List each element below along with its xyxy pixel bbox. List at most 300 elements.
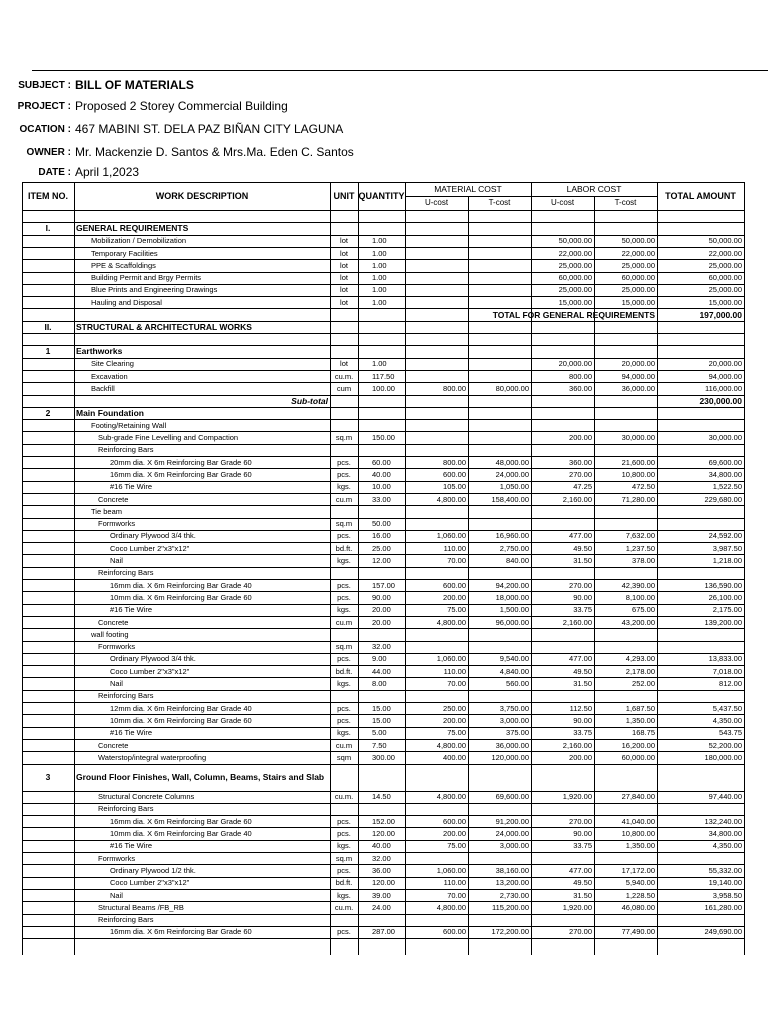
work-description: 16mm dia. X 6m Reinforcing Bar Grade 40	[110, 580, 252, 590]
quantity-cell: 44.00	[372, 666, 391, 676]
total-amount-cell: 116,000.00	[705, 383, 742, 393]
total-amount-cell: 97,440.00	[708, 792, 742, 802]
quantity-cell: 8.00	[372, 679, 387, 689]
labor-ucost-cell: 90.00	[573, 715, 592, 725]
labor-ucost-cell: 31.50	[573, 679, 592, 689]
unit-cell: cu.m.	[334, 371, 354, 381]
unit-cell: pcs.	[337, 580, 351, 590]
unit-cell: sqm	[336, 752, 352, 762]
labor-ucost-cell: 25,000.00	[558, 285, 592, 295]
total-amount-cell: 161,280.00	[704, 902, 742, 912]
material-ucost-cell	[405, 235, 468, 247]
work-description: 20mm dia. X 6m Reinforcing Bar Grade 60	[110, 457, 252, 467]
labor-ucost-cell: 33.75	[573, 605, 592, 615]
material-tcost-cell: 80,000.00	[495, 383, 529, 393]
unit-cell: pcs.	[337, 592, 351, 602]
material-tcost-cell: 96,000.00	[495, 617, 529, 627]
table-row	[0, 296, 768, 308]
material-ucost-cell	[405, 272, 468, 284]
material-tcost-cell	[468, 358, 531, 370]
material-ucost-cell	[405, 803, 468, 815]
labor-tcost-cell: 378.00	[632, 556, 655, 566]
labor-ucost-cell: 270.00	[569, 580, 592, 590]
total-amount-cell: 34,800.00	[708, 469, 742, 479]
material-ucost-cell: 4,800.00	[436, 902, 466, 912]
table-row	[0, 518, 768, 530]
unit-cell: pcs.	[337, 531, 351, 541]
header-labor-cost: LABOR COST	[566, 184, 622, 194]
labor-tcost-cell: 46,080.00	[621, 902, 655, 912]
table-row	[0, 764, 768, 791]
labor-ucost-cell: 33.75	[573, 728, 592, 738]
material-ucost-cell	[405, 444, 468, 456]
labor-tcost-cell: 1,237.50	[625, 543, 655, 553]
labor-ucost-cell: 90.00	[573, 829, 592, 839]
unit-cell: kgs.	[337, 482, 351, 492]
total-amount-cell	[657, 505, 744, 517]
unit-cell: kgs.	[337, 728, 351, 738]
total-amount-cell: 13,833.00	[708, 654, 742, 664]
unit-cell: lot	[340, 285, 348, 295]
material-ucost-cell: 4,800.00	[436, 494, 466, 504]
material-ucost-cell: 70.00	[447, 679, 466, 689]
material-tcost-cell: 120,000.00	[491, 752, 529, 762]
quantity-cell: 1.00	[372, 236, 387, 246]
labor-tcost-cell: 50,000.00	[621, 236, 655, 246]
item-number: II.	[44, 321, 52, 332]
item-number: 2	[45, 407, 51, 418]
header-item-no: ITEM NO.	[28, 191, 68, 201]
material-tcost-cell: 2,730.00	[499, 890, 529, 900]
unit-cell	[330, 803, 358, 815]
work-description: 10mm dia. X 6m Reinforcing Bar Grade 60	[110, 592, 252, 602]
material-ucost-cell	[405, 259, 468, 271]
work-description: Nail	[110, 890, 123, 900]
table-row	[0, 815, 768, 827]
table-row	[0, 407, 768, 419]
quantity-cell: 100.00	[372, 383, 395, 393]
material-tcost-cell: 91,200.00	[495, 816, 529, 826]
work-description: Ordinary Plywood 3/4 thk.	[110, 654, 196, 664]
total-amount-cell: 180,000.00	[704, 752, 742, 762]
material-tcost-cell	[468, 690, 531, 702]
quantity-cell: 1.00	[372, 359, 387, 369]
table-row	[0, 690, 768, 702]
labor-tcost-cell: 94,000.00	[621, 371, 655, 381]
total-amount-cell: 229,680.00	[704, 494, 742, 504]
material-ucost-cell	[405, 419, 468, 431]
material-tcost-cell	[468, 419, 531, 431]
table-row	[0, 395, 768, 407]
labor-ucost-cell: 270.00	[569, 816, 592, 826]
material-tcost-cell: 3,000.00	[499, 841, 529, 851]
labor-tcost-cell	[594, 628, 657, 640]
labor-ucost-cell: 477.00	[569, 654, 592, 664]
material-ucost-cell	[405, 852, 468, 864]
row-rule	[22, 938, 744, 939]
unit-cell: pcs.	[337, 469, 351, 479]
quantity-cell: 150.00	[372, 433, 395, 443]
labor-tcost-cell	[594, 641, 657, 653]
total-amount-cell: 249,690.00	[704, 927, 742, 937]
material-ucost-cell: 200.00	[443, 592, 466, 602]
work-description: Ordinary Plywood 3/4 thk.	[110, 531, 196, 541]
labor-ucost-cell: 1,920.00	[562, 792, 592, 802]
material-ucost-cell: 1,060.00	[436, 865, 466, 875]
table-row	[0, 308, 768, 320]
table-row	[0, 542, 768, 554]
section-title: Ground Floor Finishes, Wall, Column, Beams, Stairs and Slab	[76, 772, 325, 782]
work-description: 16mm dia. X 6m Reinforcing Bar Grade 60	[110, 816, 252, 826]
material-tcost-cell	[468, 284, 531, 296]
unit-cell: pcs.	[337, 865, 351, 875]
unit-cell	[330, 628, 358, 640]
labor-tcost-cell: 77,490.00	[621, 927, 655, 937]
labor-ucost-cell: 50,000.00	[558, 236, 592, 246]
table-row	[0, 877, 768, 889]
labor-tcost-cell: 25,000.00	[621, 285, 655, 295]
unit-cell: pcs.	[337, 927, 351, 937]
material-tcost-cell: 13,200.00	[495, 878, 529, 888]
work-description: 10mm dia. X 6m Reinforcing Bar Grade 40	[110, 829, 252, 839]
unit-cell: kgs.	[337, 605, 351, 615]
labor-ucost-cell: 477.00	[569, 865, 592, 875]
material-tcost-cell: 38,160.00	[495, 865, 529, 875]
material-ucost-cell: 600.00	[443, 580, 466, 590]
quantity-cell	[372, 803, 405, 815]
material-ucost-cell	[405, 914, 468, 926]
unit-cell: kgs.	[337, 556, 351, 566]
unit-cell: pcs.	[337, 703, 351, 713]
total-amount-cell: 132,240.00	[704, 816, 742, 826]
date-label: DATE :	[38, 167, 71, 178]
table-row	[0, 259, 768, 271]
quantity-cell: 287.00	[372, 927, 395, 937]
table-row	[0, 803, 768, 815]
labor-ucost-cell	[531, 628, 594, 640]
material-tcost-cell: 158,400.00	[491, 494, 529, 504]
unit-cell: sq.m	[335, 853, 353, 863]
labor-ucost-cell	[531, 690, 594, 702]
labor-tcost-cell: 10,800.00	[621, 469, 655, 479]
material-tcost-cell: 36,000.00	[495, 740, 529, 750]
material-tcost-cell: 1,500.00	[499, 605, 529, 615]
labor-ucost-cell: 360.00	[569, 383, 592, 393]
material-tcost-cell	[468, 296, 531, 308]
total-amount-cell: 812.00	[719, 679, 742, 689]
header-material-cost: MATERIAL COST	[434, 184, 502, 194]
table-row	[0, 889, 768, 901]
labor-ucost-cell: 200.00	[569, 752, 592, 762]
material-tcost-cell: 9,540.00	[499, 654, 529, 664]
quantity-cell: 10.00	[372, 482, 391, 492]
total-amount-cell: 4,350.00	[712, 841, 742, 851]
labor-ucost-cell: 1,920.00	[562, 902, 592, 912]
labor-ucost-cell: 112.50	[569, 703, 592, 713]
material-ucost-cell: 4,800.00	[436, 740, 466, 750]
material-tcost-cell: 3,000.00	[499, 715, 529, 725]
labor-ucost-cell: 270.00	[569, 927, 592, 937]
header-unit: UNIT	[333, 191, 355, 201]
work-description: Sub-grade Fine Levelling and Compaction	[98, 433, 239, 443]
unit-cell: cu.m	[335, 617, 353, 627]
table-row	[0, 591, 768, 603]
labor-ucost-cell: 22,000.00	[558, 248, 592, 258]
unit-cell: bd.ft.	[335, 666, 353, 676]
total-amount-cell: 3,958.50	[712, 890, 742, 900]
quantity-cell: 40.00	[372, 469, 391, 479]
header-labor-tcost: T-cost	[614, 198, 637, 207]
material-ucost-cell	[405, 284, 468, 296]
total-amount-cell: 25,000.00	[708, 260, 742, 270]
material-tcost-cell: 115,200.00	[492, 902, 529, 912]
table-row	[0, 358, 768, 370]
material-tcost-cell: 48,000.00	[495, 457, 529, 467]
quantity-cell: 50.00	[372, 519, 391, 529]
labor-ucost-cell: 31.50	[573, 556, 592, 566]
labor-tcost-cell	[594, 518, 657, 530]
table-row	[0, 852, 768, 864]
labor-tcost-cell: 25,000.00	[621, 260, 655, 270]
table-row	[0, 247, 768, 259]
unit-cell: kgs.	[337, 841, 351, 851]
labor-tcost-cell: 7,632.00	[625, 531, 655, 541]
date-value: April 1,2023	[75, 165, 140, 179]
total-amount-cell: 52,200.00	[708, 740, 742, 750]
quantity-cell: 1.00	[372, 297, 387, 307]
section-title: STRUCTURAL & ARCHITECTURAL WORKS	[76, 321, 252, 332]
work-description: Excavation	[91, 371, 128, 381]
labor-tcost-cell: 8,100.00	[625, 592, 655, 602]
work-description: Formworks	[98, 519, 136, 529]
table-row	[0, 827, 768, 839]
unit-cell: bd.ft.	[335, 543, 353, 553]
header-total-amount: TOTAL AMOUNT	[665, 191, 736, 201]
material-tcost-cell	[468, 518, 531, 530]
material-tcost-cell	[468, 247, 531, 259]
material-ucost-cell	[405, 567, 468, 579]
labor-ucost-cell	[531, 641, 594, 653]
work-description: Coco Lumber 2"x3"x12"	[110, 543, 190, 553]
work-description: Mobilization / Demobilization	[91, 236, 187, 246]
total-amount-cell	[657, 641, 744, 653]
labor-ucost-cell: 90.00	[573, 592, 592, 602]
quantity-cell: 32.00	[372, 853, 391, 863]
unit-cell: sq.m	[335, 433, 353, 443]
quantity-cell: 152.00	[372, 816, 395, 826]
labor-tcost-cell	[594, 852, 657, 864]
unit-cell: kgs.	[337, 679, 351, 689]
material-ucost-cell: 800.00	[443, 457, 466, 467]
material-tcost-cell: 3,750.00	[499, 703, 529, 713]
material-ucost-cell: 1,060.00	[436, 531, 466, 541]
table-row	[0, 370, 768, 382]
table-row	[0, 444, 768, 456]
material-tcost-cell	[468, 235, 531, 247]
table-row	[0, 641, 768, 653]
total-value: 197,000.00	[699, 309, 742, 320]
quantity-cell: 15.00	[372, 715, 391, 725]
work-description: Concrete	[98, 740, 129, 750]
quantity-cell: 39.00	[372, 890, 391, 900]
quantity-cell	[372, 567, 405, 579]
work-description: Blue Prints and Engineering Drawings	[91, 285, 218, 295]
quantity-cell: 36.00	[372, 865, 391, 875]
material-ucost-cell: 110.00	[443, 878, 466, 888]
work-description: #16 Tie Wire	[110, 482, 153, 492]
work-description: Concrete	[98, 494, 129, 504]
labor-ucost-cell: 2,160.00	[562, 740, 592, 750]
total-amount-cell: 19,140.00	[708, 878, 742, 888]
total-amount-cell	[657, 803, 744, 815]
item-number: I.	[45, 223, 51, 234]
total-amount-cell: 4,350.00	[712, 715, 742, 725]
labor-tcost-cell	[594, 444, 657, 456]
table-row	[0, 791, 768, 803]
table-row	[0, 554, 768, 566]
quantity-cell: 157.00	[372, 580, 395, 590]
table-row	[0, 628, 768, 640]
unit-cell: cu.m	[335, 494, 353, 504]
material-ucost-cell	[405, 431, 468, 443]
labor-ucost-cell	[531, 505, 594, 517]
quantity-cell	[372, 628, 405, 640]
labor-tcost-cell: 252.00	[632, 679, 655, 689]
quantity-cell: 16.00	[372, 531, 391, 541]
work-description: Tie beam	[91, 506, 122, 516]
material-tcost-cell	[468, 431, 531, 443]
unit-cell: pcs.	[337, 715, 351, 725]
total-amount-cell: 5,437.50	[712, 703, 742, 713]
material-tcost-cell: 16,960.00	[495, 531, 529, 541]
total-amount-cell: 139,200.00	[704, 617, 742, 627]
labor-tcost-cell: 10,800.00	[621, 829, 655, 839]
material-tcost-cell: 1,050.00	[499, 482, 529, 492]
work-description: Structural Beams /FB_RB	[98, 902, 184, 912]
material-tcost-cell	[468, 914, 531, 926]
material-ucost-cell: 75.00	[447, 841, 466, 851]
top-rule	[32, 70, 768, 71]
table-row	[0, 702, 768, 714]
material-ucost-cell	[405, 358, 468, 370]
quantity-cell: 40.00	[372, 841, 391, 851]
work-description: Nail	[110, 679, 123, 689]
material-ucost-cell: 105.00	[443, 482, 466, 492]
quantity-cell: 60.00	[372, 457, 391, 467]
owner-value: Mr. Mackenzie D. Santos & Mrs.Ma. Eden C. Santos	[75, 145, 354, 159]
table-row	[0, 481, 768, 493]
subtotal-value: 230,000.00	[699, 395, 742, 406]
work-description: Nail	[110, 556, 123, 566]
quantity-cell: 1.00	[372, 248, 387, 258]
work-description: 10mm dia. X 6m Reinforcing Bar Grade 60	[110, 715, 252, 725]
owner-label: OWNER :	[26, 147, 71, 158]
work-description: #16 Tie Wire	[110, 841, 153, 851]
quantity-cell: 120.00	[372, 829, 395, 839]
material-tcost-cell	[468, 628, 531, 640]
unit-cell	[330, 567, 358, 579]
total-amount-cell: 50,000.00	[708, 236, 742, 246]
section-title: GENERAL REQUIREMENTS	[76, 223, 189, 234]
material-tcost-cell: 560.00	[506, 679, 529, 689]
table-row	[0, 864, 768, 876]
quantity-cell: 32.00	[372, 642, 391, 652]
table-row	[0, 431, 768, 443]
labor-tcost-cell	[594, 505, 657, 517]
labor-ucost-cell: 33.75	[573, 841, 592, 851]
labor-ucost-cell: 60,000.00	[558, 273, 592, 283]
header-work-description: WORK DESCRIPTION	[155, 191, 249, 201]
labor-ucost-cell: 360.00	[569, 457, 592, 467]
labor-tcost-cell	[594, 914, 657, 926]
material-tcost-cell	[468, 852, 531, 864]
labor-tcost-cell: 30,000.00	[621, 433, 655, 443]
work-description: Temporary Facilities	[91, 248, 158, 258]
labor-ucost-cell: 49.50	[573, 666, 592, 676]
table-row	[0, 901, 768, 913]
quantity-cell	[372, 419, 405, 431]
work-description: Concrete	[98, 617, 129, 627]
material-ucost-cell	[405, 641, 468, 653]
table-row	[0, 382, 768, 394]
table-row	[0, 456, 768, 468]
material-ucost-cell	[405, 505, 468, 517]
material-tcost-cell: 172,200.00	[491, 927, 529, 937]
labor-tcost-cell: 4,293.00	[625, 654, 655, 664]
header-quantity: QUANTITY	[358, 191, 405, 201]
labor-tcost-cell: 60,000.00	[621, 273, 655, 283]
total-amount-cell: 25,000.00	[708, 285, 742, 295]
item-number: 1	[45, 346, 51, 357]
quantity-cell	[372, 505, 405, 517]
labor-tcost-cell: 1,687.50	[625, 703, 655, 713]
work-description: PPE & Scaffoldings	[91, 260, 156, 270]
labor-tcost-cell: 1,228.50	[625, 890, 655, 900]
material-ucost-cell: 200.00	[443, 715, 466, 725]
labor-tcost-cell	[594, 567, 657, 579]
material-ucost-cell	[405, 690, 468, 702]
unit-cell: lot	[340, 273, 348, 283]
labor-ucost-cell: 47.25	[573, 482, 592, 492]
material-ucost-cell: 600.00	[443, 927, 466, 937]
labor-tcost-cell: 60,000.00	[621, 752, 655, 762]
material-ucost-cell: 600.00	[443, 469, 466, 479]
table-row	[0, 505, 768, 517]
material-tcost-cell	[468, 444, 531, 456]
unit-cell	[330, 419, 358, 431]
work-description: Hauling and Disposal	[91, 297, 162, 307]
material-tcost-cell: 2,750.00	[499, 543, 529, 553]
quantity-cell: 120.00	[372, 878, 395, 888]
location-label: OCATION :	[19, 124, 71, 135]
labor-ucost-cell: 49.50	[573, 878, 592, 888]
table-row	[0, 321, 768, 333]
quantity-cell: 15.00	[372, 703, 391, 713]
table-row	[0, 727, 768, 739]
labor-ucost-cell: 2,160.00	[562, 494, 592, 504]
work-description: Formworks	[98, 853, 136, 863]
total-amount-cell: 15,000.00	[708, 297, 742, 307]
quantity-cell: 12.00	[372, 556, 391, 566]
table-row	[0, 914, 768, 926]
unit-cell: lot	[340, 248, 348, 258]
total-amount-cell: 34,800.00	[708, 829, 742, 839]
total-amount-cell	[657, 690, 744, 702]
labor-tcost-cell: 1,350.00	[625, 841, 655, 851]
header-labor-ucost: U-cost	[550, 198, 575, 207]
unit-cell: pcs.	[337, 654, 351, 664]
total-amount-cell: 24,592.00	[708, 531, 742, 541]
